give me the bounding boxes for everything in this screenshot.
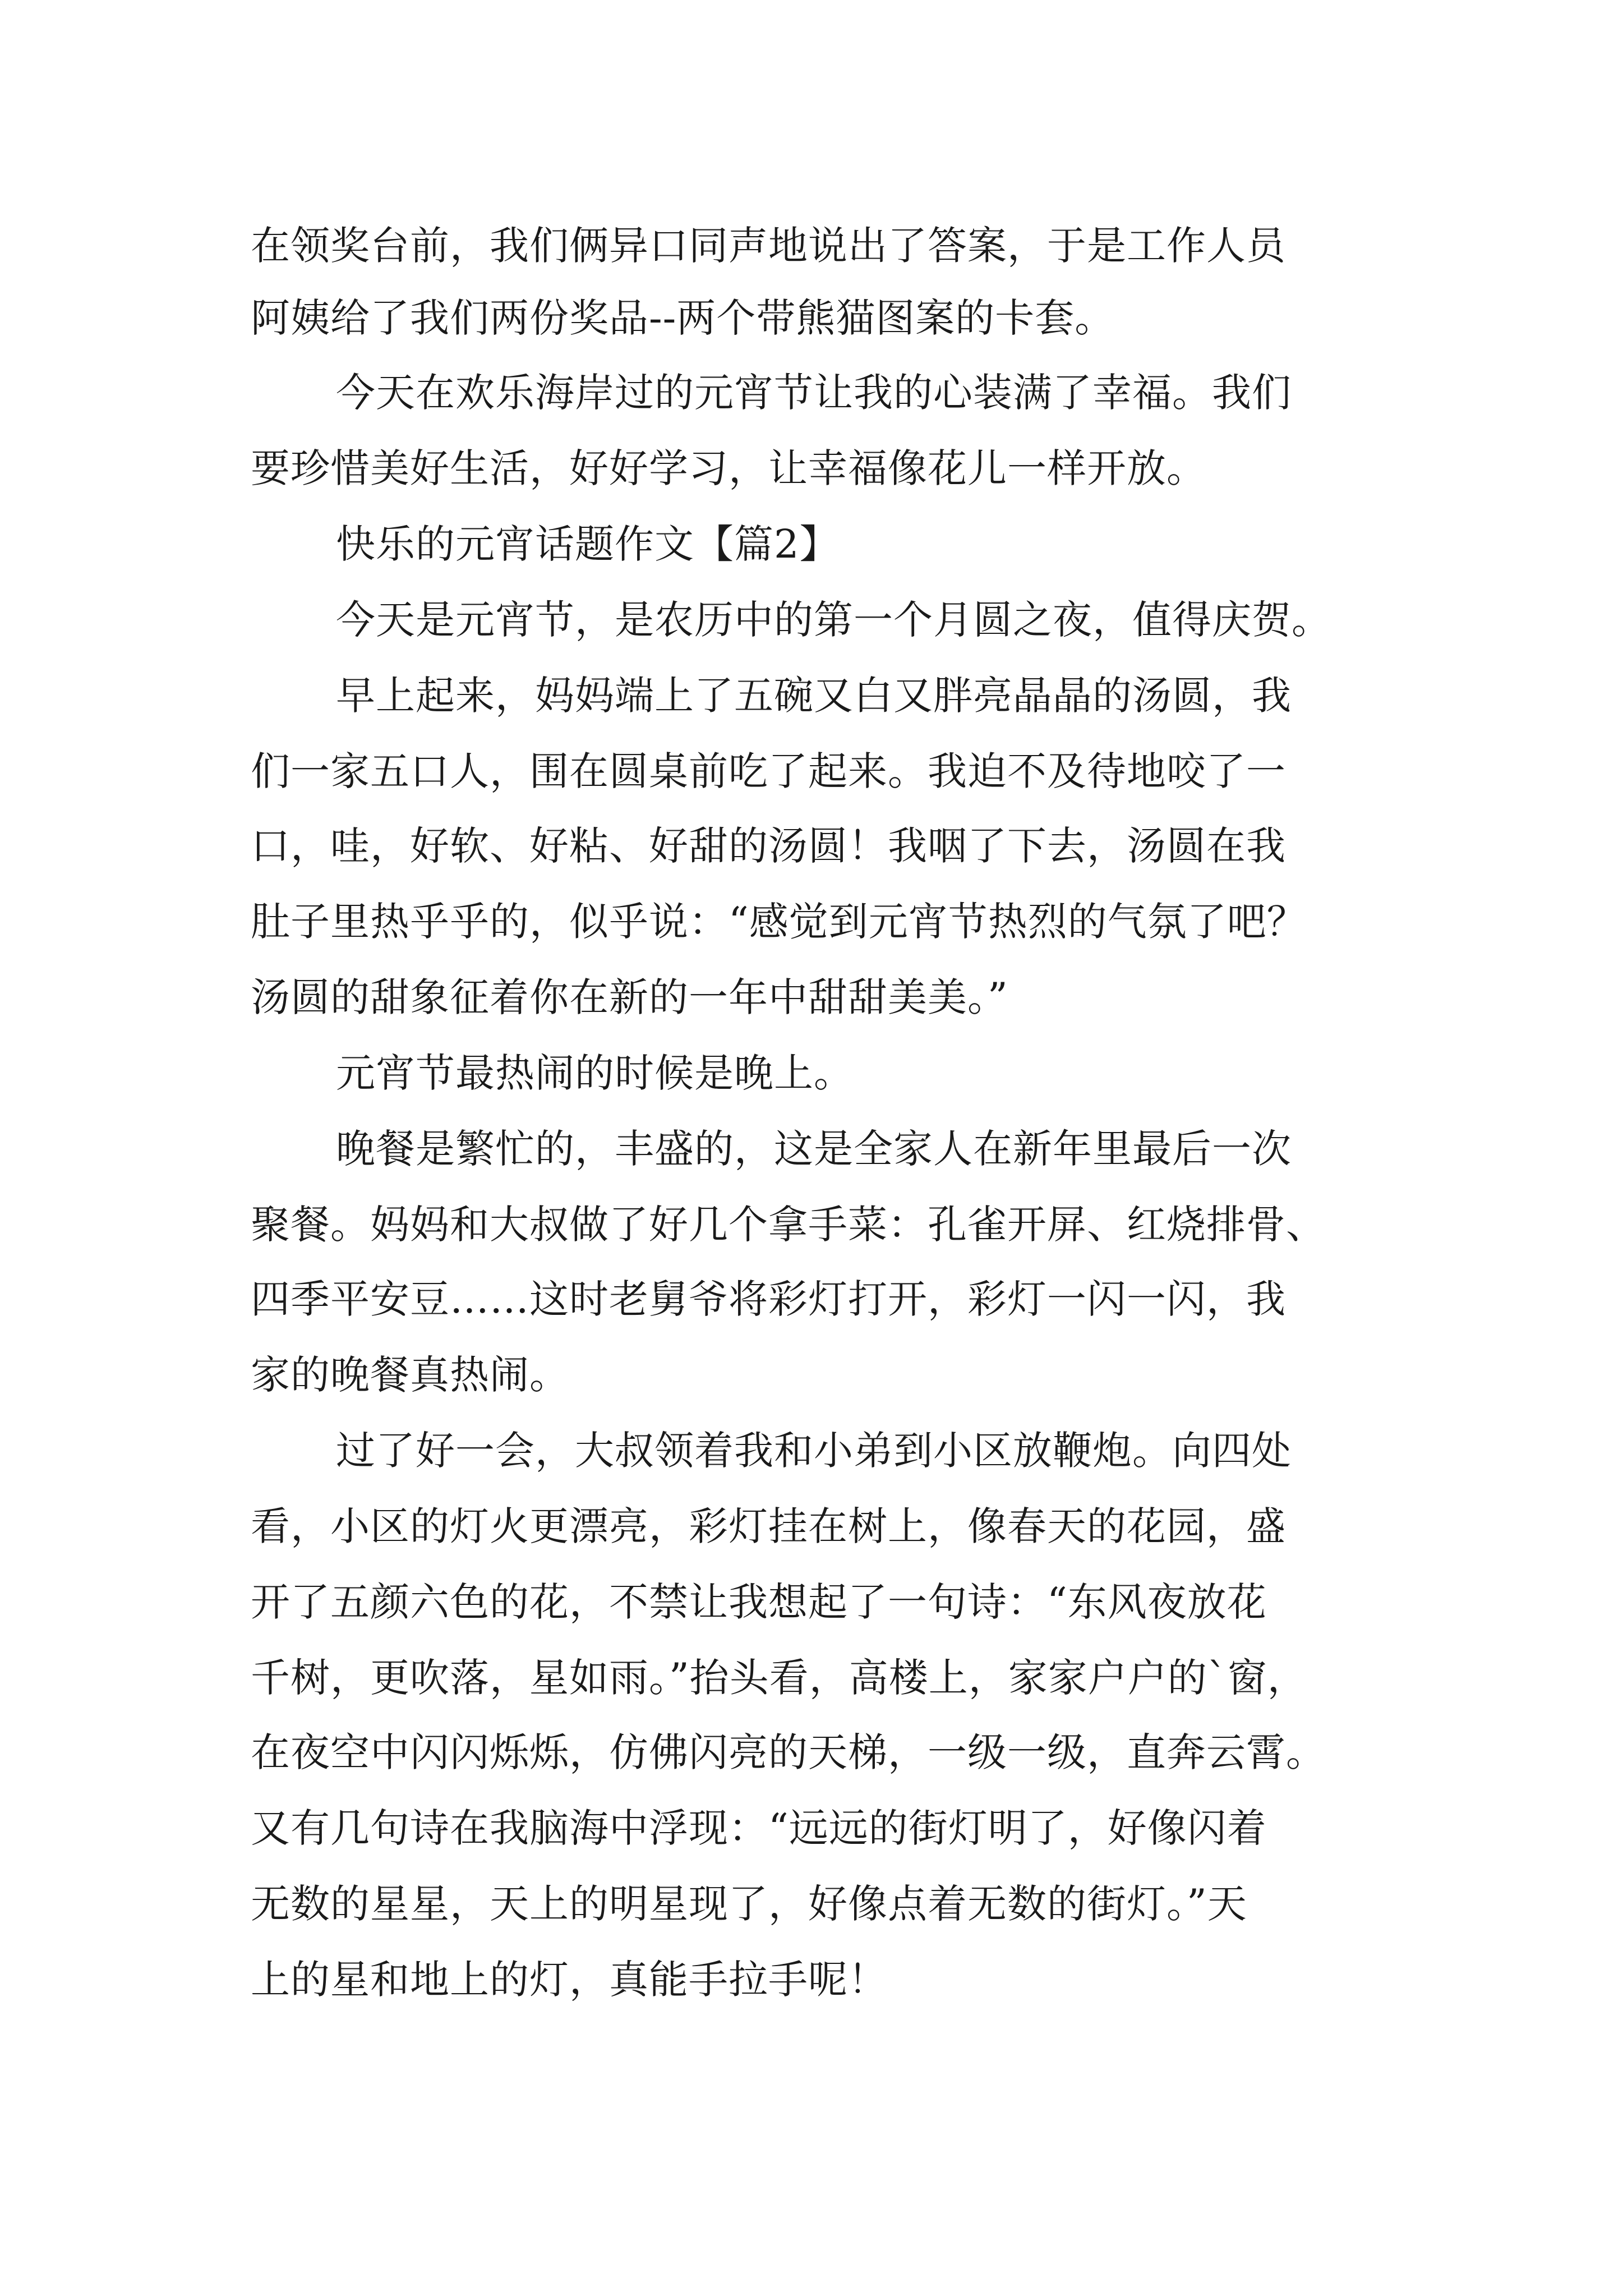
text-line: 口，哇，好软、好粘、好甜的汤圆！我咽了下去，汤圆在我 — [251, 823, 1286, 869]
text-line: 无数的星星，天上的明星现了，好像点着无数的街灯。”天 — [251, 1881, 1247, 1927]
text-line: 肚子里热乎乎的，似乎说：“感觉到元宵节热烈的气氛了吧？ — [251, 899, 1307, 945]
text-line: 要珍惜美好生活，好好学习，让幸福像花儿一样开放。 — [251, 445, 1206, 491]
text-line: 在夜空中闪闪烁烁，仿佛闪亮的天梯，一级一级，直奔云霄。 — [251, 1729, 1326, 1775]
paragraph-start-line: 过了好一会，大叔领着我和小弟到小区放鞭炮。向四处 — [336, 1428, 1292, 1474]
text-line: 上的星和地上的灯，真能手拉手呢！ — [251, 1957, 888, 2003]
section-heading: 快乐的元宵话题作文【篇2】 — [336, 521, 840, 567]
text-line: 看，小区的灯火更漂亮，彩灯挂在树上，像春天的花园，盛 — [251, 1503, 1286, 1549]
paragraph-start-line: 早上起来，妈妈端上了五碗又白又胖亮晶晶的汤圆，我 — [336, 673, 1292, 719]
text-line: 开了五颜六色的花，不禁让我想起了一句诗：“东风夜放花 — [251, 1579, 1267, 1625]
text-line: 汤圆的甜象征着你在新的一年中甜甜美美。” — [251, 974, 1008, 1020]
paragraph-start-line: 元宵节最热闹的时候是晚上。 — [336, 1050, 854, 1096]
text-line: 阿姨给了我们两份奖品--两个带熊猫图案的卡套。 — [251, 295, 1115, 341]
text-line: 千树，更吹落，星如雨。”抬头看，高楼上，家家户户的`窗， — [251, 1655, 1307, 1701]
paragraph-start-line: 今天在欢乐海岸过的元宵节让我的心装满了幸福。我们 — [336, 370, 1292, 416]
text-line: 在领奖台前，我们俩异口同声地说出了答案，于是工作人员 — [251, 223, 1286, 269]
text-line: 聚餐。妈妈和大叔做了好几个拿手菜：孔雀开屏、红烧排骨、 — [251, 1202, 1326, 1248]
text-line: 又有几句诗在我脑海中浮现：“远远的街灯明了，好像闪着 — [251, 1805, 1267, 1851]
paragraph-start-line: 晚餐是繁忙的，丰盛的，这是全家人在新年里最后一次 — [336, 1126, 1292, 1172]
text-line: 四季平安豆……这时老舅爷将彩灯打开，彩灯一闪一闪，我 — [251, 1276, 1286, 1322]
paragraph-start-line: 今天是元宵节，是农历中的第一个月圆之夜，值得庆贺。 — [336, 597, 1331, 643]
text-line: 家的晚餐真热闹。 — [251, 1352, 569, 1398]
text-line: 们一家五口人，围在圆桌前吃了起来。我迫不及待地咬了一 — [251, 748, 1286, 794]
